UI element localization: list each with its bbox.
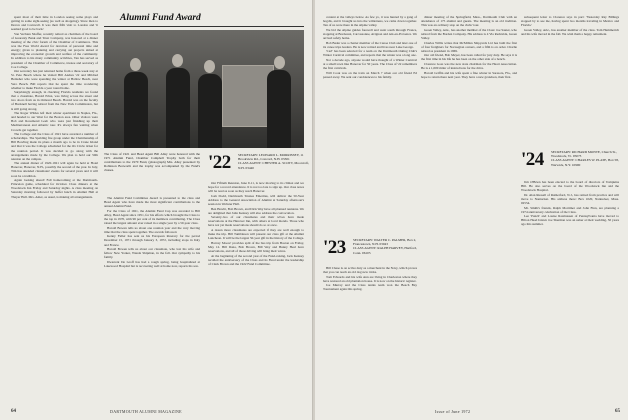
paragraph: Lee 'Punch' and Louise Rasmussen of Pennsylvania have moved to Hilton Head Island. Joe Sherman was an usher at their wedding, 50 years ago this summer. <box>521 214 619 227</box>
left-column-2 <box>104 196 200 400</box>
paragraph: Again looking ahead! Fall homecoming at the Dartmouth-Princeton game, scheduled for October. Class dinners at the Woodstock Inn Friday and Saturday nights. A class meeting on Saturday morning followed by buffet lunch in Alumni Hall at Thayer Hall. Mrs. Amer, as usual, is making all arrangements. <box>11 178 98 199</box>
running-foot: Issue of June 1972 <box>435 409 471 414</box>
class-22-header <box>208 152 308 178</box>
class-24-header <box>521 149 621 175</box>
right-column-2 <box>421 15 517 400</box>
article-title: Alumni Fund Award <box>120 13 201 23</box>
agent-line: CLASS AGENT: CHESTER A. SCOTT, Moorcroft, N.H. 03440 <box>238 161 310 170</box>
paragraph: The Roger Wildes left their winter apartment in Naples, Fla., and headed to our West for the Boston area. Other visitors were Bob and Rosamond Leeb who were just finishing up their Mediterranean and Atlantic tour. It's always fun waiting when Crowds get together. <box>11 111 98 132</box>
paragraph: content at the valleys below. As few yo, it was hunted by a gang of hogdis, and it brought us into the wilderness, we came down together. Ten of us were there in the Alpine valley. <box>323 15 417 28</box>
paragraph: Harold Bowen tells us about our classmate, who lost his wife and fellow New Yorker, Wanda Shipman, in the fall. Our sympathy to his family. <box>104 247 200 260</box>
paragraph: Harold Griffin and his wife spent a fine winter in Sarasota, Fla., and hope to return there next year. They have a new grandson, their first. <box>421 70 517 79</box>
paragraph: The College and the Class of 1921 have awarded a number of scholarships. The Spalding fire group under the Chairmanship of Bill Bowling made its plans a month ago to be in Crane Island and that it was the College scheduled for the Ox Circle ticket for the reunion period. It was decided to go along with the arrangements made by the College. We plan to hold our 50th reunion on the campus. <box>11 132 98 161</box>
running-foot: DARTMOUTH ALUMNI MAGAZINE <box>110 409 182 414</box>
left-column-3 <box>208 181 304 400</box>
paragraph: The Alumni Fund Committee Award is presented to the class and Head Agent who have made the most significant contributions to the annual Alumni Fund. <box>104 196 200 209</box>
page-number: 65 <box>615 409 620 414</box>
photo-caption: The Class of 1921 and Head Agent Bill Alley were honored with the 1971 Alumni Fund, Chamber Campbell Trophy both for their contributions to the 1970 Fund, (photograph) Mrs. Alley presented by Robinson Bosworth and the trophy was accompanied by the Fund's classes. <box>104 152 200 173</box>
paragraph: dinner meeting of the Springfield, Mass., Dartmouth Club with an attendance of 175 alumni and guests. The meeting is an old tradition. This was an ordinary stop on the clubs' tour. <box>421 15 517 28</box>
paragraph: Green Valley, Ariz., has another member of the Class: Joe Sauter, who retired from the Borden Company. His address is 4 Via Reduvida, Green Valley. <box>421 27 517 40</box>
left-column-1 <box>11 15 98 400</box>
paragraph: 'Carl' has been selected for a team on the Dartmouth Outing Club's Winter Carnival committee, and reports that the winter was a long one. <box>323 49 417 58</box>
paragraph: Dr. Alan Russell of Rutherford, N.J., has retired from practice and will move to Nantucket. His address there: Box 1020, Nantucket, Mass. 02554. <box>521 192 619 205</box>
paragraph: Harold Bowen tells us about one reunion year and the very moving time that the class spent together. The awards followed. <box>104 225 200 234</box>
paragraph: Seventy-two of our classmates and their wives have made reservations at the Hanover Inn, with others at local motels. Those who have not yet made reservations should do so at once. <box>208 215 304 228</box>
title-rule <box>104 26 304 27</box>
class-numeral: '22 <box>208 152 231 173</box>
secretary-line: SECRETARY: RICHARD MONTE, Church St., Woodstock, Vt. 05073 <box>551 150 618 159</box>
paragraph: Will Cook was on the train on March 7 when our old friend Ed passed away. We sent our condolences to his family. <box>323 70 417 79</box>
paragraph: Mr. Smith's friends, Ralph Mortimer and John Finn, are planning a 1974 anniversary celebration of the Class. <box>521 205 619 214</box>
paragraph: Kenny Fuller has sent us his European itinerary for the period December 15, 1971 through January 3, 1972, including stops in Italy and France. <box>104 234 200 247</box>
paragraph: Green Valley, Ariz., has another member of the class. Tom Hemmerich and his wife moved in the fall. We wish them a happy retirement. <box>521 27 619 36</box>
paragraph: Josh Dodd, Dartmouth Trustee Emeritus, will deliver the 50-Year Address to the General Association of Alumni at Saturday afternoon's session in Webster Hall. <box>208 193 304 206</box>
right-column-1b <box>323 266 417 400</box>
paragraph: Dwarrent De Groff has had a rough spring, being hospitalized at Lakewood Hospital but is recovering well at home now, reports his son. <box>104 259 200 268</box>
paragraph: At the beginning of the second year of the Fund-raising, Jack Kenney recalled the anniversary of the Class and its Fund under the leadership of Clark Brown and the 1922 Fund Committee. <box>208 253 304 266</box>
paragraph: Jim O'Brien has been elected to the board of directors of Tompkins Hill. He also serves on the board of the Woodstock Inn and the Woodstock Hospital. <box>521 180 619 193</box>
class-numeral: '23 <box>323 237 346 258</box>
paragraph: Our Fiftieth Reunion, June 9-11, is now moving to its climax and we hope for a record attendance. It is not too late to sign up. Our class notes will be read as soon as they reach Hanover. <box>208 181 304 194</box>
paragraph: Charles Willis writes that McMillan Shipyards Ltd has built the first of four freighters for Norwegian owners, and a fifth is on order. Charlie retired as president in 1969. <box>421 40 517 53</box>
paragraph: The annual dinner of 1920-1921 will again be held at Hotel Hanover, Hanover, N.H., possibly the second of the year. In July, Tim has attended classmates' events for several years and it will soon be a tradition. <box>11 161 98 178</box>
secretary-line: SECRETARY: LEONARD L. MORRISSEY, 11 Brookview Rd., Concord, N.H. 03301 <box>238 153 304 162</box>
right-column-3b <box>521 180 619 400</box>
paragraph: Ben Hewitt, Bob Brown, and Dick Wey have all planned reunions. We are delighted that John Kenney will also address the convocation. <box>208 206 304 215</box>
paragraph: Surprisingly enough, in checking Florida residents we found that a classmate, Harold Prinz, was living across the street and two doors from us in Ormond Beach. Harold was on the faculty of Bucknell having retired from the New York Commission, but is still going strong. <box>11 90 98 111</box>
right-column-1 <box>323 15 417 233</box>
paragraph: For the Class of 1921, the Alumni Fund Cup was awarded to Bill Alley, Head Agent since 1951, for his efforts which brought the Class to the top in 1970, with 96 per cent of its members contributing. The Class raised the largest amount ever raised in a single year by a 50-year class. <box>104 208 200 226</box>
paragraph: Bill Chase is on active duty as a merchant in the Navy, which proves that you can teach an old dog new tricks. <box>323 266 417 275</box>
class-secretary <box>551 150 619 167</box>
agent-line: CLASS AGENT: CHARLES W. PLATE, Box 58, Warwick, N.Y. 10990 <box>551 158 619 167</box>
right-column-3 <box>521 15 619 145</box>
paragraph: Our secretary has just returned home from a three-week stay at St. Pete Beach where he visited Bill Andres '22 and Mildred Heinsher who were spending the winter at Hallow Beach, near Vero Beach. Bill reports that he spent the time wondering whether to make Florida a year round home. <box>11 69 98 90</box>
paragraph: Not a decade ago, anyone would have thought of a Winter Carnival at a small town like Hanover for 50 years. The Class of '22 remembers the first carnivals. <box>323 57 417 71</box>
secretary-line: SECRETARY: WALTER C. PALMER, Box 2, Francestown, N.H. 03043 <box>353 238 417 247</box>
paragraph: Van Vechten Shaffer, recently retired as chairman of the board of Guaranty Bank and Trust Company, was honored at a dinner meeting of the civic forum of the Chamber of Commerce. This was the Free World Award for devotion of personal time and energy; given to planning and carrying out projects aimed at improving the economic growth and welfare of the community. In addition to his many community activities, Van has served as president of the Chamber of Commerce, trustee and secretary of Coe College. <box>11 31 98 69</box>
paragraph: Our old friend, Bob Meyer, has been called for jury duty. He says it is the first time in his life he has been on the other side of a bench. <box>421 53 517 62</box>
paragraph: Clarence Goss was the new state chairman for the Heart Association. He is a 1,000 miler of instructions for the drive. <box>421 62 517 71</box>
paragraph: Bob Bader was a charter member of the Canoe Club and later one of its canoe trips leaders. He is now retired and lives near Lake George. <box>323 40 417 49</box>
class-secretary <box>353 238 419 255</box>
paragraph: We bid the Alpine guides farewell and went south through France, stopping at Bordeaux, Carcassonne, Avignon and Aix-en-Provence. We arrived safely home. <box>323 27 417 40</box>
paragraph: Tom Edwards and his wife Ann are living in Charleston where they have restored an old plantation house. It is now on the historic register. <box>323 274 417 283</box>
paragraph: A dozen more classmates are expected if they are well enough to make the trip. Bill Tumbleson will present our class gift at the Alumni Luncheon. It will be the largest 50-year gift in the history of the College. <box>208 228 304 241</box>
award-photo <box>104 30 304 148</box>
left-footer <box>11 408 16 414</box>
class-secretary <box>238 153 313 170</box>
paragraph: Harvey Moore' provides split of the bus trip from Boston on Friday, May 12. Bill Dana, Bob Brown, Bill Wey and Bunny Heal have reservations, and all of those driving will bring their wives. <box>208 240 304 253</box>
class-23-header <box>323 237 421 263</box>
page-number: 64 <box>11 409 16 414</box>
agent-line: CLASS AGENT: RALPH HARVEY, Hartford, Conn. 06105 <box>353 246 417 255</box>
paragraph: Joe Murray and the Class tennis team won the Beach Bay Tournament again this spring. <box>323 283 417 292</box>
right-page <box>315 0 628 420</box>
paragraph: subsequent letter to Clarence says in part: 'Yesterday Ray Billings stopped by to see me, having spent two months traveling in Mexico and Florida.' <box>521 15 619 28</box>
class-numeral: '24 <box>521 149 544 170</box>
right-footer <box>615 408 620 414</box>
paragraph: spent most of their time in London seeing some plays and getting in some sight-seeing (as well as shopping). Since then to Devon and Cornwall. It was their fifth visit to London and 'it seemed good to be back.' <box>11 15 98 32</box>
left-page <box>0 0 313 420</box>
